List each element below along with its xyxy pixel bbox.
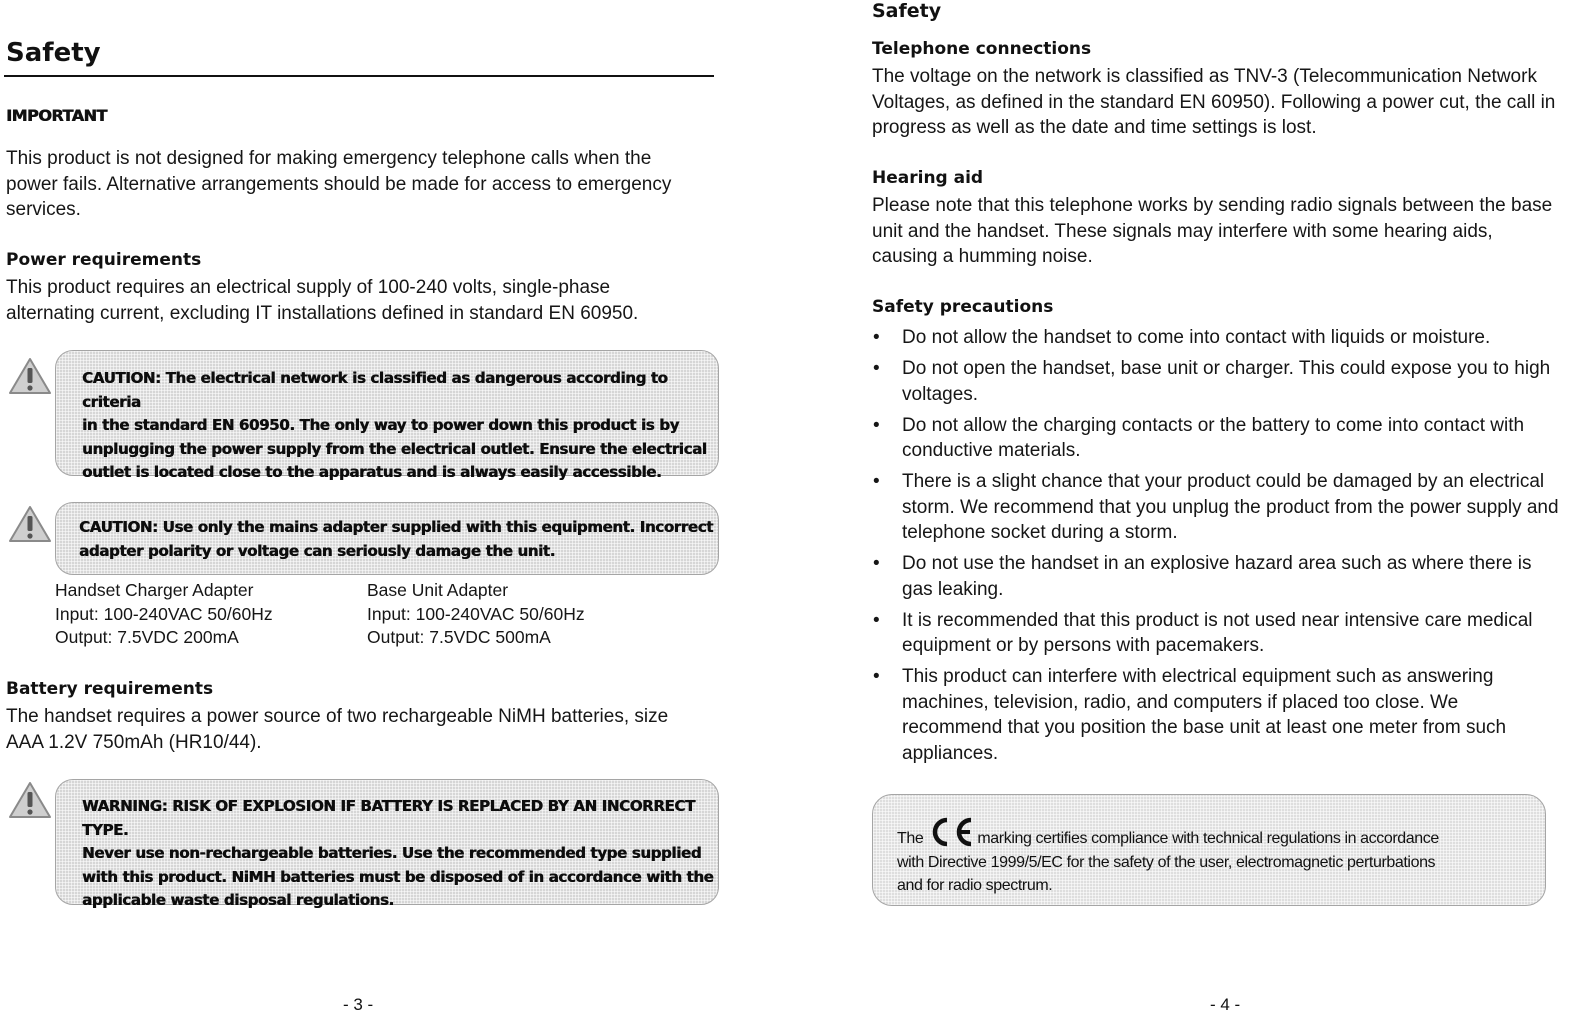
ce-compliance-box <box>872 794 1546 906</box>
ce-line <box>897 817 1517 851</box>
ce-prefix: The <box>897 830 924 847</box>
list-item-line: recommend that you position the base unit at least one meter from such <box>902 717 1507 738</box>
list-item-line: Do not allow the charging contacts or the battery to come into contact with <box>902 414 1525 436</box>
list-item-line: equipment or by persons with pacemakers. <box>902 635 1265 656</box>
list-item <box>872 469 1572 546</box>
warning-triangle-icon <box>8 356 52 396</box>
precautions-list <box>872 325 1572 772</box>
adapter-output: Output: 7.5VDC 200mA <box>55 627 239 647</box>
adapter-input: Input: 100-240VAC 50/60Hz <box>55 603 273 624</box>
ce-line: with Directive 1999/5/EC for the safety of the user, electromagnetic perturbations <box>897 853 1436 871</box>
warning-line: applicable waste disposal regulations. <box>82 891 394 909</box>
page-number: - 3 - <box>343 995 374 1014</box>
list-item-line: Do not open the handset, base unit or charger. This could expose you to high <box>902 358 1551 379</box>
list-item <box>872 551 1572 602</box>
warning-line: WARNING: RISK OF EXPLOSION IF BATTERY IS REPLACED BY AN INCORRECT TYPE. <box>82 797 695 839</box>
handset-adapter-spec <box>55 579 273 650</box>
base-adapter-spec <box>367 579 585 650</box>
battery-line: The handset requires a power source of two rechargeable NiMH batteries, size <box>6 706 669 727</box>
bullet-dot: • <box>873 666 880 687</box>
list-item-line: telephone socket during a storm. <box>902 522 1178 543</box>
important-label: IMPORTANT <box>6 106 107 125</box>
bullet-dot: • <box>873 609 880 631</box>
caution-text <box>79 516 713 563</box>
list-item-line: machines, television, radio, and computers if placed too close. We <box>902 691 1459 713</box>
hearing-line: causing a humming noise. <box>872 246 1093 267</box>
list-item <box>872 413 1572 464</box>
warning-text <box>82 795 718 913</box>
caution-line: outlet is located close to the apparatus and is always easily accessible. <box>82 463 662 481</box>
intro-line: power fails. Alternative arrangements should be made for access to emergency <box>6 173 672 195</box>
battery-paragraph <box>6 704 668 755</box>
battery-line: AAA 1.2V 750mAh (HR10/44). <box>6 731 262 753</box>
bullet-dot: • <box>873 327 880 348</box>
list-item-line: It is recommended that this product is not used near intensive care medical <box>902 609 1533 631</box>
hearing-paragraph <box>872 193 1582 270</box>
list-item-line: Do not allow the handset to come into contact with liquids or moisture. <box>902 327 1491 348</box>
power-paragraph <box>6 275 638 326</box>
bullet-dot: • <box>873 471 880 492</box>
caution-line: in the standard EN 60950. The only way to power down this product is by <box>82 416 679 434</box>
list-item <box>872 356 1572 407</box>
list-item-line: voltages. <box>902 383 979 405</box>
caution-line: CAUTION: The electrical network is classified as dangerous according to criteria <box>82 369 668 411</box>
caution-line: unplugging the power supply from the electrical outlet. Ensure the electrical <box>82 439 707 458</box>
caution-box-electrical <box>55 350 719 481</box>
warning-box-battery <box>55 779 719 909</box>
list-item-line: appliances. <box>902 742 999 764</box>
ce-line-rest: marking certifies compliance with technical regulations in accordance <box>977 830 1439 847</box>
page-right <box>860 0 1583 1021</box>
hearing-line: unit and the handset. These signals may interfere with some hearing aids, <box>872 220 1493 242</box>
bullet-dot: • <box>873 553 880 574</box>
power-heading: Power requirements <box>6 250 202 270</box>
list-item <box>872 608 1572 659</box>
warning-triangle-icon <box>8 780 52 820</box>
ce-mark-icon <box>925 817 975 847</box>
title-divider <box>4 75 714 77</box>
intro-line: This product is not designed for making emergency telephone calls when the <box>6 148 652 169</box>
caution-line: adapter polarity or voltage can seriously damage the unit. <box>79 541 555 560</box>
list-item <box>872 664 1572 766</box>
page-number: - 4 - <box>1210 995 1241 1014</box>
warning-line: with this product. NiMH batteries must be disposed of in accordance with the <box>82 867 714 886</box>
battery-heading: Battery requirements <box>6 679 214 699</box>
adapter-name: Handset Charger Adapter <box>55 580 254 600</box>
adapter-name: Base Unit Adapter <box>367 580 509 600</box>
bullet-dot: • <box>873 414 880 436</box>
adapter-input: Input: 100-240VAC 50/60Hz <box>367 603 585 624</box>
page-title: Safety <box>6 38 101 68</box>
ce-line: and for radio spectrum. <box>897 877 1053 894</box>
telephone-line: progress as well as the date and time settings is lost. <box>872 117 1317 138</box>
precautions-heading: Safety precautions <box>872 297 1054 317</box>
page-title: Safety <box>872 0 942 22</box>
list-item <box>872 325 1572 351</box>
caution-box-adapter <box>55 502 719 575</box>
list-item-line: storm. We recommend that you unplug the product from the power supply and <box>902 496 1559 518</box>
list-item-line: Do not use the handset in an explosive hazard area such as where there is <box>902 553 1532 574</box>
warning-triangle-icon <box>8 504 52 544</box>
ce-notice-text <box>897 817 1517 898</box>
hearing-line: Please note that this telephone works by sending radio signals between the base <box>872 195 1553 216</box>
hearing-heading: Hearing aid <box>872 168 984 188</box>
page-left <box>0 0 730 1021</box>
bullet-dot: • <box>873 358 880 379</box>
caution-line: CAUTION: Use only the mains adapter supplied with this equipment. Incorrect <box>79 518 713 536</box>
adapter-output: Output: 7.5VDC 500mA <box>367 627 551 647</box>
warning-line: Never use non-rechargeable batteries. Use the recommended type supplied <box>82 844 702 862</box>
telephone-heading: Telephone connections <box>872 39 1092 59</box>
intro-paragraph <box>6 146 671 223</box>
list-item-line: This product can interfere with electrical equipment such as answering <box>902 666 1494 687</box>
caution-text <box>82 367 718 485</box>
list-item-line: There is a slight chance that your product could be damaged by an electrical <box>902 471 1545 492</box>
list-item-line: conductive materials. <box>902 440 1081 461</box>
power-line: alternating current, excluding IT installations defined in standard EN 60950. <box>6 302 639 324</box>
telephone-line: Voltages, as defined in the standard EN 60950). Following a power cut, the call in <box>872 91 1556 113</box>
list-item-line: gas leaking. <box>902 578 1004 600</box>
intro-line: services. <box>6 199 81 220</box>
telephone-line: The voltage on the network is classified as TNV-3 (Telecommunication Network <box>872 66 1537 87</box>
power-line: This product requires an electrical supply of 100-240 volts, single-phase <box>6 277 611 298</box>
telephone-paragraph <box>872 64 1582 141</box>
